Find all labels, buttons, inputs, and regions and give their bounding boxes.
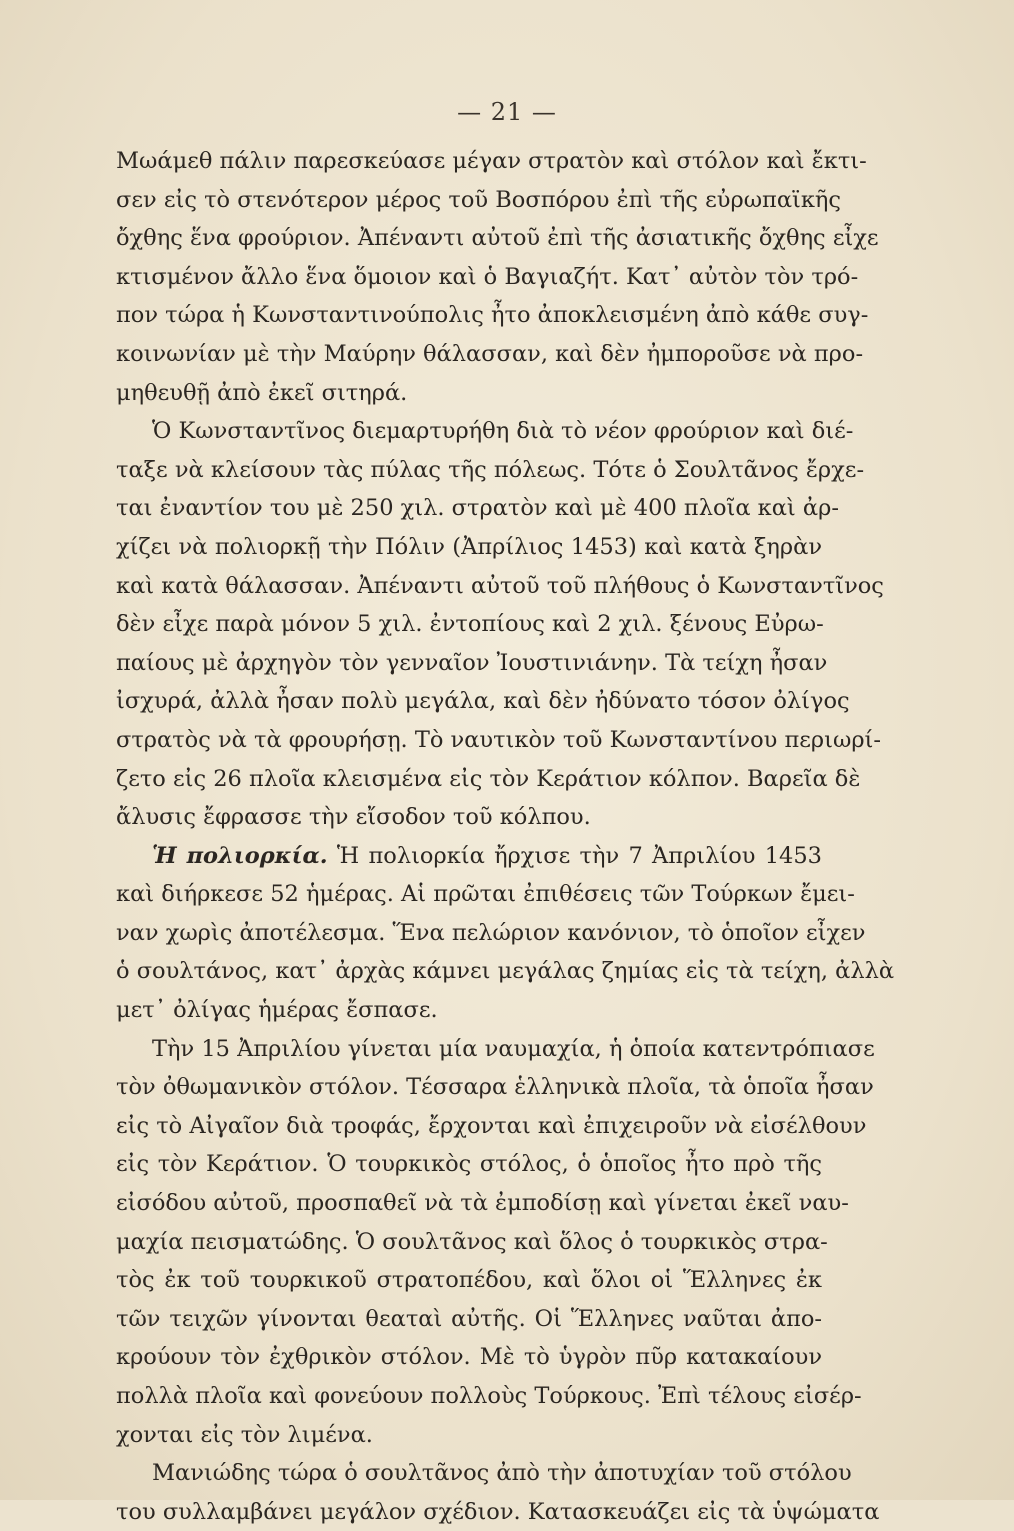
text-line: πολλὰ πλοῖα καὶ φονεύουν πολλοὺς Τούρκους. Ἐπὶ τέλους εἰσέρ- bbox=[116, 1383, 862, 1409]
text-line: καὶ διήρκεσε 52 ἡμέρας. Αἱ πρῶται ἐπιθέσεις τῶν Τούρκων ἔμει- bbox=[116, 881, 855, 908]
text-line: κρούουν τὸν ἐχθρικὸν στόλον. Μὲ τὸ ὑγρὸν πῦρ κατακαίουν bbox=[116, 1344, 822, 1371]
text-line: εἰσόδου αὐτοῦ, προσπαθεῖ νὰ τὰ ἐμποδίσῃ καὶ γίνεται ἐκεῖ ναυ- bbox=[116, 1190, 849, 1217]
text-line: ναν χωρὶς ἀποτέλεσμα. Ἕνα πελώριον κανόνιον, τὸ ὁποῖον εἶχεν bbox=[116, 919, 866, 946]
text-line: Μωάμεθ πάλιν παρεσκεύασε μέγαν στρατὸν καὶ στόλον καὶ ἔκτι- bbox=[116, 148, 867, 174]
text-line: ταξε νὰ κλείσουν τὰς πύλας τῆς πόλεως. Τότε ὁ Σουλτᾶνος ἔρχε- bbox=[116, 456, 865, 483]
text-line: εἰς τὸ Αἰγαῖον διὰ τροφάς, ἔρχονται καὶ ἐπιχειροῦν νὰ εἰσέλθουν bbox=[116, 1112, 867, 1139]
text-line: μηθευθῇ ἀπὸ ἐκεῖ σιτηρά. bbox=[116, 379, 408, 406]
text-line: ται ἐναντίον του μὲ 250 χιλ. στρατὸν καὶ μὲ 400 πλοῖα καὶ ἀρ- bbox=[116, 495, 839, 522]
text-line: Ὁ Κωνσταντῖνος διεμαρτυρήθη διὰ τὸ νέον φρούριον καὶ διέ- bbox=[152, 418, 854, 445]
text-line: μετ᾽ ὀλίγας ἡμέρας ἔσπασε. bbox=[116, 997, 438, 1024]
text-line: χίζει νὰ πολιορκῇ τὴν Πόλιν (Ἀπρίλιος 1453) καὶ κατὰ ξηρὰν bbox=[116, 533, 822, 560]
text-line: ὁ σουλτάνος, κατ᾽ ἀρχὰς κάμνει μεγάλας ζημίας εἰς τὰ τείχη, ἀλλὰ bbox=[116, 958, 895, 985]
text-line: ἄλυσις ἔφρασσε τὴν εἴσοδον τοῦ κόλπου. bbox=[116, 804, 591, 831]
text-line: σεν εἰς τὸ στενότερον μέρος τοῦ Βοσπόρου ἐπὶ τῆς εὐρωπαϊκῆς bbox=[116, 186, 841, 213]
text-line: τὸς ἐκ τοῦ τουρκικοῦ στρατοπέδου, καὶ ὅλοι οἱ Ἕλληνες ἐκ bbox=[116, 1267, 822, 1294]
text-line: ἰσχυρά, ἀλλὰ ἦσαν πολὺ μεγάλα, καὶ δὲν ἠδύνατο τόσον ὀλίγος bbox=[116, 688, 850, 715]
text-line: καὶ κατὰ θάλασσαν. Ἀπέναντι αὐτοῦ τοῦ πλήθους ὁ Κωνσταντῖνος bbox=[116, 572, 884, 599]
text-line: τῶν τειχῶν γίνονται θεαταὶ αὐτῆς. Οἱ Ἕλληνες ναῦται ἀπο- bbox=[116, 1305, 822, 1332]
text-line: δὲν εἶχε παρὰ μόνον 5 χιλ. ἐντοπίους καὶ 2 χιλ. ξένους Εὐρω- bbox=[116, 611, 824, 638]
text-line: μαχία πεισματώδης. Ὁ σουλτᾶνος καὶ ὅλος ὁ τουρκικὸς στρα- bbox=[116, 1228, 828, 1255]
text-line: τὸν ὀθωμανικὸν στόλον. Τέσσαρα ἑλληνικὰ πλοῖα, τὰ ὁποῖα ἦσαν bbox=[116, 1074, 874, 1101]
text-line: παίους μὲ ἀρχηγὸν τὸν γενναῖον Ἰουστινιάνην. Τὰ τείχη ἦσαν bbox=[116, 649, 828, 676]
text-line: χονται εἰς τὸν λιμένα. bbox=[116, 1421, 373, 1448]
page-number: — 21 — bbox=[457, 98, 557, 126]
text-line: εἰς τὸν Κεράτιον. Ὁ τουρκικὸς στόλος, ὁ ὁποῖος ἦτο πρὸ τῆς bbox=[116, 1151, 822, 1178]
text-line: Μανιώδης τώρα ὁ σουλτᾶνος ἀπὸ τὴν ἀποτυχίαν τοῦ στόλου bbox=[152, 1460, 852, 1487]
text-line: στρατὸς νὰ τὰ φρουρήσῃ. Τὸ ναυτικὸν τοῦ Κωνσταντίνου περιωρί- bbox=[116, 726, 881, 753]
text-line: κοινωνίαν μὲ τὴν Μαύρην θάλασσαν, καὶ δὲν ἠμποροῦσε νὰ προ- bbox=[116, 340, 864, 367]
text-line: ζετο εἰς 26 πλοῖα κλεισμένα εἰς τὸν Κεράτιον κόλπον. Βαρεῖα δὲ bbox=[116, 765, 861, 792]
text-line: κτισμένον ἄλλο ἕνα ὅμοιον καὶ ὁ Βαγιαζήτ. Κατ᾽ αὐτὸν τὸν τρό- bbox=[116, 263, 859, 290]
text-line: Τὴν 15 Ἀπριλίου γίνεται μία ναυμαχία, ἡ ὁποία κατεντρόπιασε bbox=[152, 1035, 875, 1062]
section-heading: Ἡ πολιορκία. bbox=[152, 842, 328, 869]
body-text bbox=[116, 142, 895, 1531]
text-line: του συλλαμβάνει μεγάλον σχέδιον. Κατασκευάζει εἰς τὰ ὑψώματα bbox=[116, 1498, 880, 1525]
text-line: πον τώρα ἡ Κωνσταντινούπολις ἦτο ἀποκλεισμένη ἀπὸ κάθε συγ- bbox=[116, 302, 869, 329]
text-line: ὄχθης ἕνα φρούριον. Ἀπέναντι αὐτοῦ ἐπὶ τῆς ἀσιατικῆς ὄχθης εἶχε bbox=[116, 225, 879, 252]
section-heading-rest: Ἡ πολιορκία ἤρχισε τὴν 7 Ἀπριλίου 1453 bbox=[327, 842, 822, 869]
section-heading-line bbox=[116, 837, 822, 876]
